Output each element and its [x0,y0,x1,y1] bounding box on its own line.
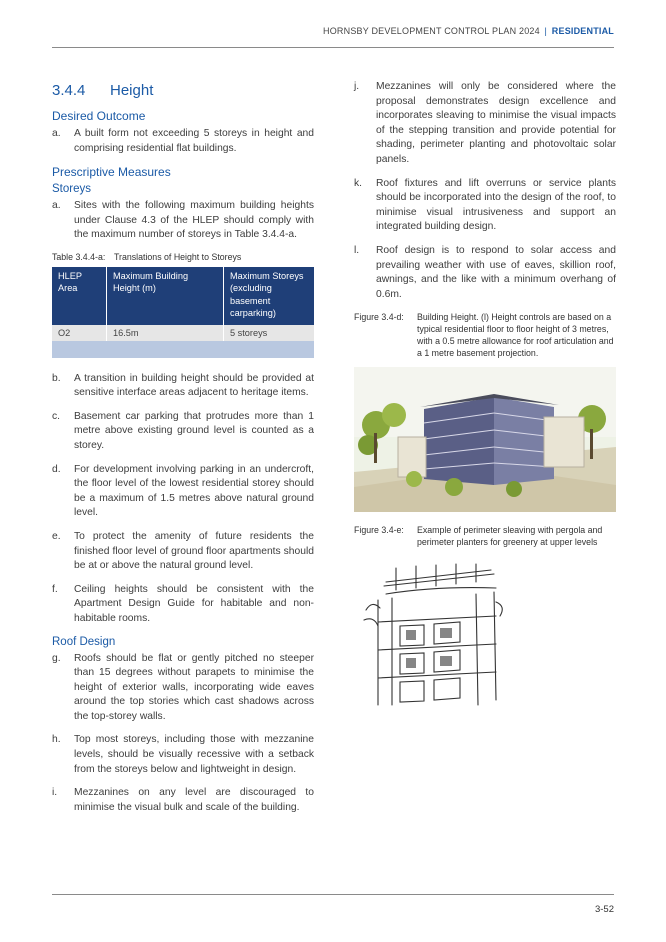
table-header-cell: Maximum Storeys (excluding basement carparking) [224,267,315,325]
figure-label: Figure 3.4-e: [354,525,404,536]
table-row [52,325,314,341]
figure-label: Figure 3.4-d: [354,312,404,323]
item-text: Top most storeys, including those with mezzanine levels, should be visually recessive with a setback from the storeys below and lightweight in design. [74,734,314,775]
item-text: Roof fixtures and lift overruns or service plants should be incorporated into the design of the roof, to minimise visual intrusiveness and support an integrated building design. [376,177,616,233]
table-cell: 5 storeys [224,325,315,341]
figure-text: Building Height. (l) Height controls are based on a typical residential floor to floor height of 3 metres, with a 0.5 metre allowance for roof articulation and a 1 metre basement projection. [417,312,614,359]
item-letter: a. [52,128,61,139]
item-letter: a. [52,200,61,212]
right-column [354,80,616,710]
table-header-cell: HLEP Area [52,267,107,325]
item-letter: d. [52,463,61,475]
item-letter: h. [52,734,61,746]
item-text: To protect the amenity of future residents the finished floor level of ground floor apartments should be at or above the natural ground level. [74,530,314,572]
building-height-image [354,367,616,512]
list-item [354,177,616,235]
item-letter: b. [52,372,61,384]
item-letter: e. [52,530,61,542]
item-text: Basement car parking that protrudes more than 1 metre above existing ground level is counted as a storey. [74,410,314,451]
list-item [52,372,314,401]
item-text: For development involving parking in an undercroft, the floor level of the lowest residential storey should be a maximum of 1.5 metres above natural ground level. [74,463,314,519]
section-name: RESIDENTIAL [551,26,614,36]
list-item [52,530,314,574]
item-letter: i. [52,787,58,799]
height-storeys-table [52,267,314,341]
list-item [52,733,314,777]
item-text: Roofs should be flat or gently pitched no steeper than 15 degrees without parapets to minimise the height of exterior walls, incorporating wide eaves around the top stories which cast shadows across the top-storey walls. [74,652,314,722]
header-separator: | [544,26,548,36]
item-text: Mezzanines will only be considered where the proposal demonstrates design excellence and incorporates sleaving to minimise the visual impacts of the stepping transition and provide potential for shading, perimeter planting and photovoltaic solar panels. [376,81,616,165]
left-column [52,82,314,824]
table-caption-text: Translations of Height to Storeys [114,251,242,262]
document-title: HORNSBY DEVELOPMENT CONTROL PLAN 2024 [323,26,540,36]
roof-design-heading: Roof Design [52,635,116,648]
item-letter: g. [52,652,61,664]
storeys-heading: Storeys [52,183,91,196]
page-number: 3-52 [594,904,614,915]
table-footer-bar [52,341,314,358]
item-letter: l. [354,244,360,256]
item-text: A built form not exceeding 5 storeys in height and comprising residential flat buildings. [74,128,314,154]
list-item [52,652,314,725]
table-cell: 16.5m [107,325,224,341]
desired-outcome-heading: Desired Outcome [52,109,146,123]
table-cell: O2 [52,325,107,341]
item-letter: k. [354,177,363,189]
list-item [354,80,616,168]
item-letter: c. [52,410,61,422]
item-text: A transition in building height should be provided at sensitive interface areas adjacent to heritage items. [74,372,314,399]
table-caption [52,252,314,262]
item-letter: f. [52,583,58,595]
prescriptive-measures-heading: Prescriptive Measures [52,165,171,180]
figure-caption [354,311,616,359]
section-title: Height [110,82,154,99]
list-item [52,410,314,454]
list-item [52,463,314,521]
perimeter-sleaving-sketch [356,560,506,710]
item-letter: j. [354,81,360,92]
item-text: Mezzanines on any level are discouraged to minimise the visual bulk and scale of the building. [74,787,314,813]
page-header [323,26,614,36]
table-header-cell: Maximum Building Height (m) [107,267,224,325]
item-text: Ceiling heights should be consistent with the Apartment Design Guide for habitable and non-habitable rooms. [74,583,314,624]
table-header-row [52,267,314,325]
list-item [52,127,314,156]
list-item [52,583,314,627]
list-item [52,199,314,243]
section-heading [52,82,314,99]
header-divider [52,47,614,48]
figure-caption [354,524,616,548]
section-number: 3.4.4 [52,82,86,99]
list-item [354,244,616,302]
list-item [52,786,314,815]
item-text: Roof design is to respond to solar access and prevailing weather with use of eaves, skillion roof, awnings, and the like with a minimum overhang of 0.6m. [376,244,616,300]
footer-divider [52,894,614,895]
table-caption-label: Table 3.4.4-a: [52,251,106,262]
figure-text: Example of perimeter sleaving with pergola and perimeter planters for greenery at upper levels [417,525,603,548]
item-text: Sites with the following maximum building heights under Clause 4.3 of the HLEP should comply with the maximum number of storeys in Table 3.4.4-a. [74,200,314,241]
